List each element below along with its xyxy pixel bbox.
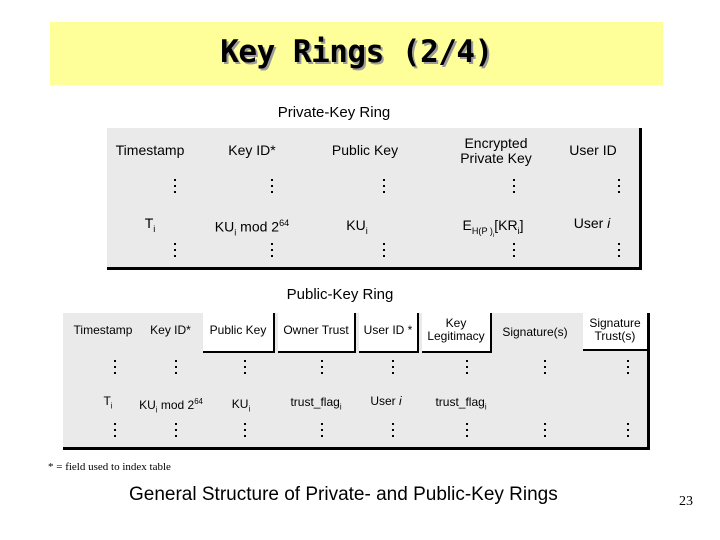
priv-cell-encrypted-private-key: $E_{H(P )_i}[KR_i]$ [462, 217, 524, 239]
pub-header-signature-trusts: Signature Trust(s) [589, 316, 641, 344]
pub-ellipsis-r2-c8 [626, 423, 630, 437]
priv-ellipsis-r2-c1 [173, 243, 177, 257]
page-number: 23 [679, 494, 693, 509]
slide-caption: General Structure of Private- and Public-Key Rings [129, 484, 558, 505]
priv-ellipsis-r2-c4 [512, 243, 516, 257]
priv-ellipsis-r2-c5 [617, 243, 621, 257]
pub-ellipsis-r2-c3 [243, 423, 247, 437]
pub-cell-timestamp: $T_i$ [103, 394, 113, 411]
priv-ellipsis-r1-c2 [270, 179, 274, 193]
pub-ellipsis-r1-c3 [243, 360, 247, 374]
priv-ellipsis-r1-c3 [382, 179, 386, 193]
priv-ellipsis-r1-c1 [173, 179, 177, 193]
priv-header-user-id: User ID [569, 142, 617, 158]
private-key-ring-table [107, 128, 642, 270]
priv-header-timestamp: Timestamp [115, 142, 185, 158]
pub-ellipsis-r2-c1 [113, 423, 117, 437]
priv-ellipsis-r1-c4 [512, 179, 516, 193]
priv-cell-timestamp: $T_i$ [144, 215, 156, 234]
pub-header-key-legitimacy: Key Legitimacy [427, 316, 485, 344]
priv-cell-public-key: $KU_i$ [346, 217, 368, 236]
pub-ellipsis-r1-c5 [391, 360, 395, 374]
pub-header-user-id: User ID * [363, 323, 413, 337]
pub-header-timestamp: Timestamp [73, 323, 133, 337]
pub-cell-key-legitimacy: trust_flag$_i$ [435, 395, 487, 412]
slide-title: Key Rings (2/4) [220, 34, 493, 70]
pub-ellipsis-r2-c5 [391, 423, 395, 437]
priv-header-key-id: Key ID* [228, 142, 276, 158]
pub-header-key-id: Key ID* [150, 323, 191, 337]
pub-cell-key-id: $KU_i$ mod $2^{64}$ [139, 397, 203, 415]
pub-ellipsis-r2-c2 [174, 423, 178, 437]
priv-ellipsis-r1-c5 [617, 179, 621, 193]
title-band [50, 22, 663, 85]
private-ring-label: Private-Key Ring [277, 104, 391, 121]
pub-cell-public-key: $KU_i$ [231, 397, 251, 414]
pub-ellipsis-r2-c7 [543, 423, 547, 437]
pub-ellipsis-r2-c6 [465, 423, 469, 437]
public-ring-label: Public-Key Ring [286, 286, 394, 303]
priv-cell-user-id: User i [573, 215, 611, 231]
priv-header-public-key: Public Key [331, 142, 399, 158]
pub-ellipsis-r1-c4 [320, 360, 324, 374]
pub-header-signatures: Signature(s) [502, 325, 568, 339]
footnote: * = field used to index table [48, 461, 171, 473]
pub-ellipsis-r2-c4 [320, 423, 324, 437]
priv-header-encrypted-private-key: Encrypted Private Key [460, 135, 532, 167]
pub-ellipsis-r1-c8 [626, 360, 630, 374]
pub-header-owner-trust: Owner Trust [283, 323, 349, 337]
pub-ellipsis-r1-c6 [465, 360, 469, 374]
pub-cell-user-id: User i [370, 394, 402, 408]
pub-ellipsis-r1-c1 [113, 360, 117, 374]
pub-ellipsis-r1-c2 [174, 360, 178, 374]
pub-ellipsis-r1-c7 [543, 360, 547, 374]
priv-cell-key-id: $KU_i$ mod $2^{64}$ [214, 218, 290, 238]
pub-header-public-key: Public Key [209, 323, 267, 337]
priv-ellipsis-r2-c2 [270, 243, 274, 257]
public-key-ring-table [63, 313, 650, 450]
priv-ellipsis-r2-c3 [382, 243, 386, 257]
pub-cell-owner-trust: trust_flag$_i$ [290, 395, 342, 412]
